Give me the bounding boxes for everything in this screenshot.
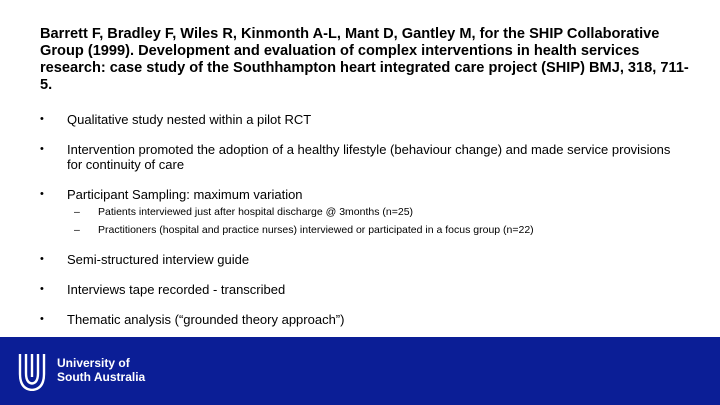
sub-bullet-marker: –	[74, 224, 80, 236]
bullet-text: Thematic analysis (“grounded theory approach”)	[67, 312, 345, 327]
bullet-text: Semi-structured interview guide	[67, 252, 250, 267]
bullet-marker: •	[40, 313, 44, 325]
bullet-marker: •	[40, 113, 44, 125]
reference-citation: Barrett F, Bradley F, Wiles R, Kinmonth A-L, Mant D, Gantley M, for the SHIP Collaborative Group (1999). Development and evaluation of complex interventions in health services research: case study of the Southhampton heart integrated care project (SHIP) BMJ, 318, 711-5.	[40, 26, 689, 93]
footer-band	[0, 337, 720, 405]
bullet-marker: •	[40, 143, 44, 155]
bullet-text: Intervention promoted the adoption of a healthy lifestyle (behaviour change) and made service provisions for continuity of care	[67, 142, 671, 172]
sub-bullet-marker: –	[74, 206, 80, 218]
bullet-text: Participant Sampling: maximum variation	[67, 187, 303, 202]
bullet-text: Qualitative study nested within a pilot RCT	[67, 112, 312, 127]
university-name	[57, 356, 145, 384]
sub-bullet-text: Patients interviewed just after hospital discharge @ 3months (n=25)	[98, 206, 414, 218]
sub-bullet-text: Practitioners (hospital and practice nurses) interviewed or participated in a focus group (n=22)	[98, 224, 534, 236]
bullet-marker: •	[40, 188, 44, 200]
unisa-shield-logo-icon	[17, 353, 47, 391]
bullet-marker: •	[40, 283, 44, 295]
bullet-text: Interviews tape recorded - transcribed	[67, 282, 286, 297]
university-name-line2: South Australia	[57, 370, 146, 384]
university-name-line1: University of	[57, 356, 130, 370]
bullet-marker: •	[40, 253, 44, 265]
